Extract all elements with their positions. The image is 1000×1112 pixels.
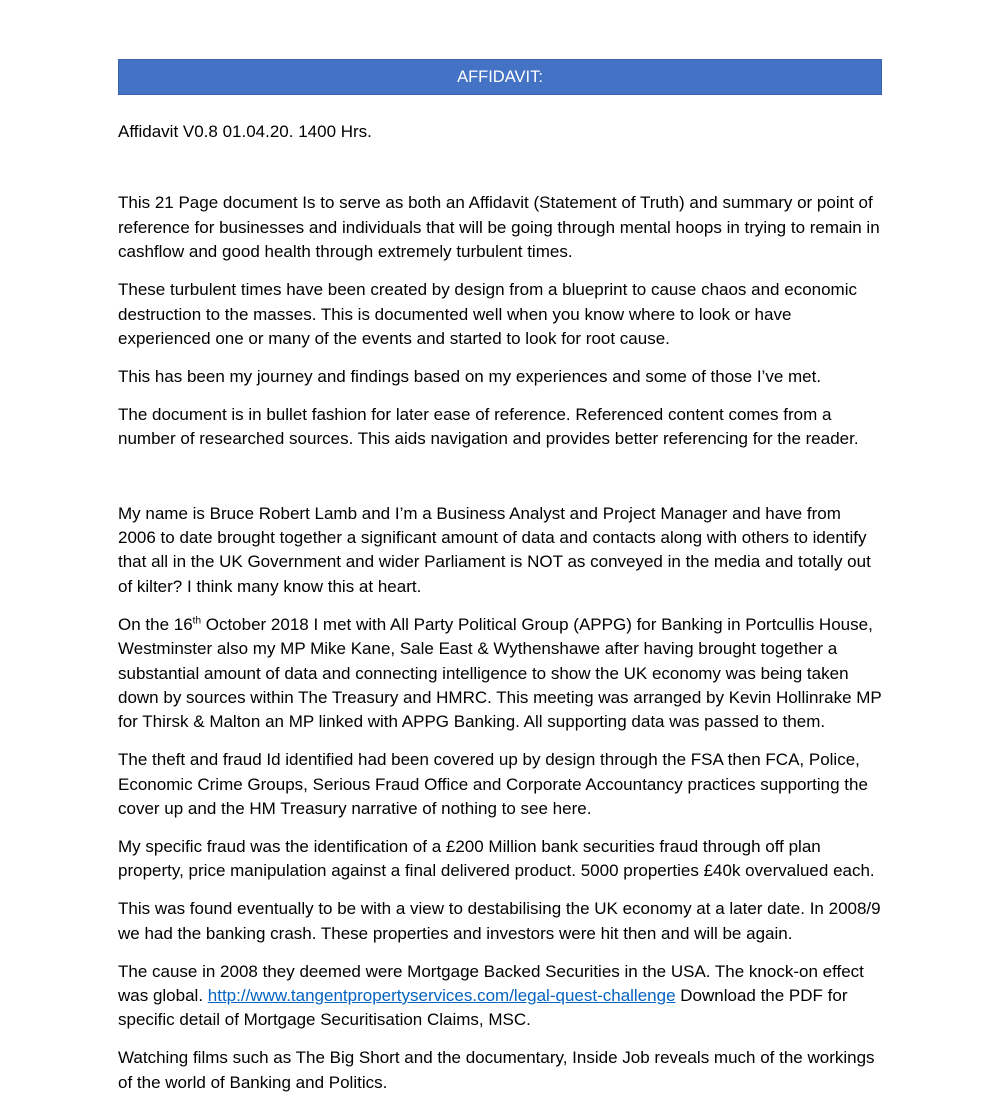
- banner-title: AFFIDAVIT:: [457, 68, 543, 86]
- intro-paragraph: These turbulent times have been created by design from a blueprint to cause chaos and economic destruction to the masses. This is documented well when you know where to look or have experienced one or many of the events and started to look for root cause.: [118, 280, 857, 348]
- paragraph-text: The cause in 2008 they deemed were Mortgage Backed Securities in the USA. The knock-on effect was global.: [118, 961, 864, 1005]
- intro-paragraph: The document is in bullet fashion for later ease of reference. Referenced content comes from a number of researched sources. This aids navigation and provides better referencing for the reader.: [118, 404, 859, 449]
- legal-quest-link[interactable]: http://www.tangentpropertyservices.com/legal-quest-challenge: [207, 985, 676, 1005]
- intro-paragraph: This 21 Page document Is to serve as both an Affidavit (Statement of Truth) and summary or point of reference for businesses and individuals that will be going through mental hoops in trying to remain in cashflow and good health through extremely turbulent times.: [118, 193, 880, 262]
- body-paragraph: My specific fraud was the identification of a £200 Million bank securities fraud through off plan property, price manipulation against a final delivered product. 5000 properties £40k overvalued each.: [118, 836, 875, 881]
- body-paragraph: [118, 960, 882, 1033]
- version-line: Affidavit V0.8 01.04.20. 1400 Hrs.: [118, 122, 372, 141]
- paragraph-text: Download the PDF for specific detail of Mortgage Securitisation Claims, MSC.: [118, 985, 848, 1030]
- body-paragraph: Watching films such as The Big Short and the documentary, Inside Job reveals much of the workings of the world of Banking and Politics.: [118, 1048, 875, 1092]
- paragraph-text: October 2018 I met with All Party Political Group (APPG) for Banking in Portcullis House, Westminster also my MP Mike Kane, Sale East & Wythenshawe after having brought together a substantial amount of data and connecting intelligence to show the UK economy was being taken down by sources within The Treasury and HMRC. This meeting was arranged by Kevin Hollinrake MP for Thirsk & Malton an MP linked with APPG Banking. All supporting data was passed to them.: [118, 614, 882, 732]
- body-paragraph: This was found eventually to be with a view to destabilising the UK economy at a later date. In 2008/9 we had the banking crash. These properties and investors were hit then and will be again.: [118, 899, 881, 943]
- document-page: [118, 59, 882, 1109]
- body-paragraph: [118, 613, 882, 735]
- body-paragraph: My name is Bruce Robert Lamb and I’m a Business Analyst and Project Manager and have from 2006 to date brought together a significant amount of data and contacts along with others to identify that all in the UK Government and wider Parliament is NOT as conveyed in the media and totally out of kilter? I think many know this at heart.: [118, 503, 871, 596]
- paragraph-text: On the 16: [118, 614, 193, 634]
- body-section: [118, 502, 882, 1096]
- intro-paragraph: This has been my journey and findings based on my experiences and some of those I’ve met.: [118, 366, 822, 386]
- intro-section: [118, 191, 882, 451]
- ordinal-superscript: th: [192, 615, 202, 627]
- affidavit-banner: [118, 59, 882, 95]
- body-paragraph: The theft and fraud Id identified had been covered up by design through the FSA then FCA, Police, Economic Crime Groups, Serious Fraud Office and Corporate Accountancy practices supporting the cover up and the HM Treasury narrative of nothing to see here.: [118, 750, 868, 819]
